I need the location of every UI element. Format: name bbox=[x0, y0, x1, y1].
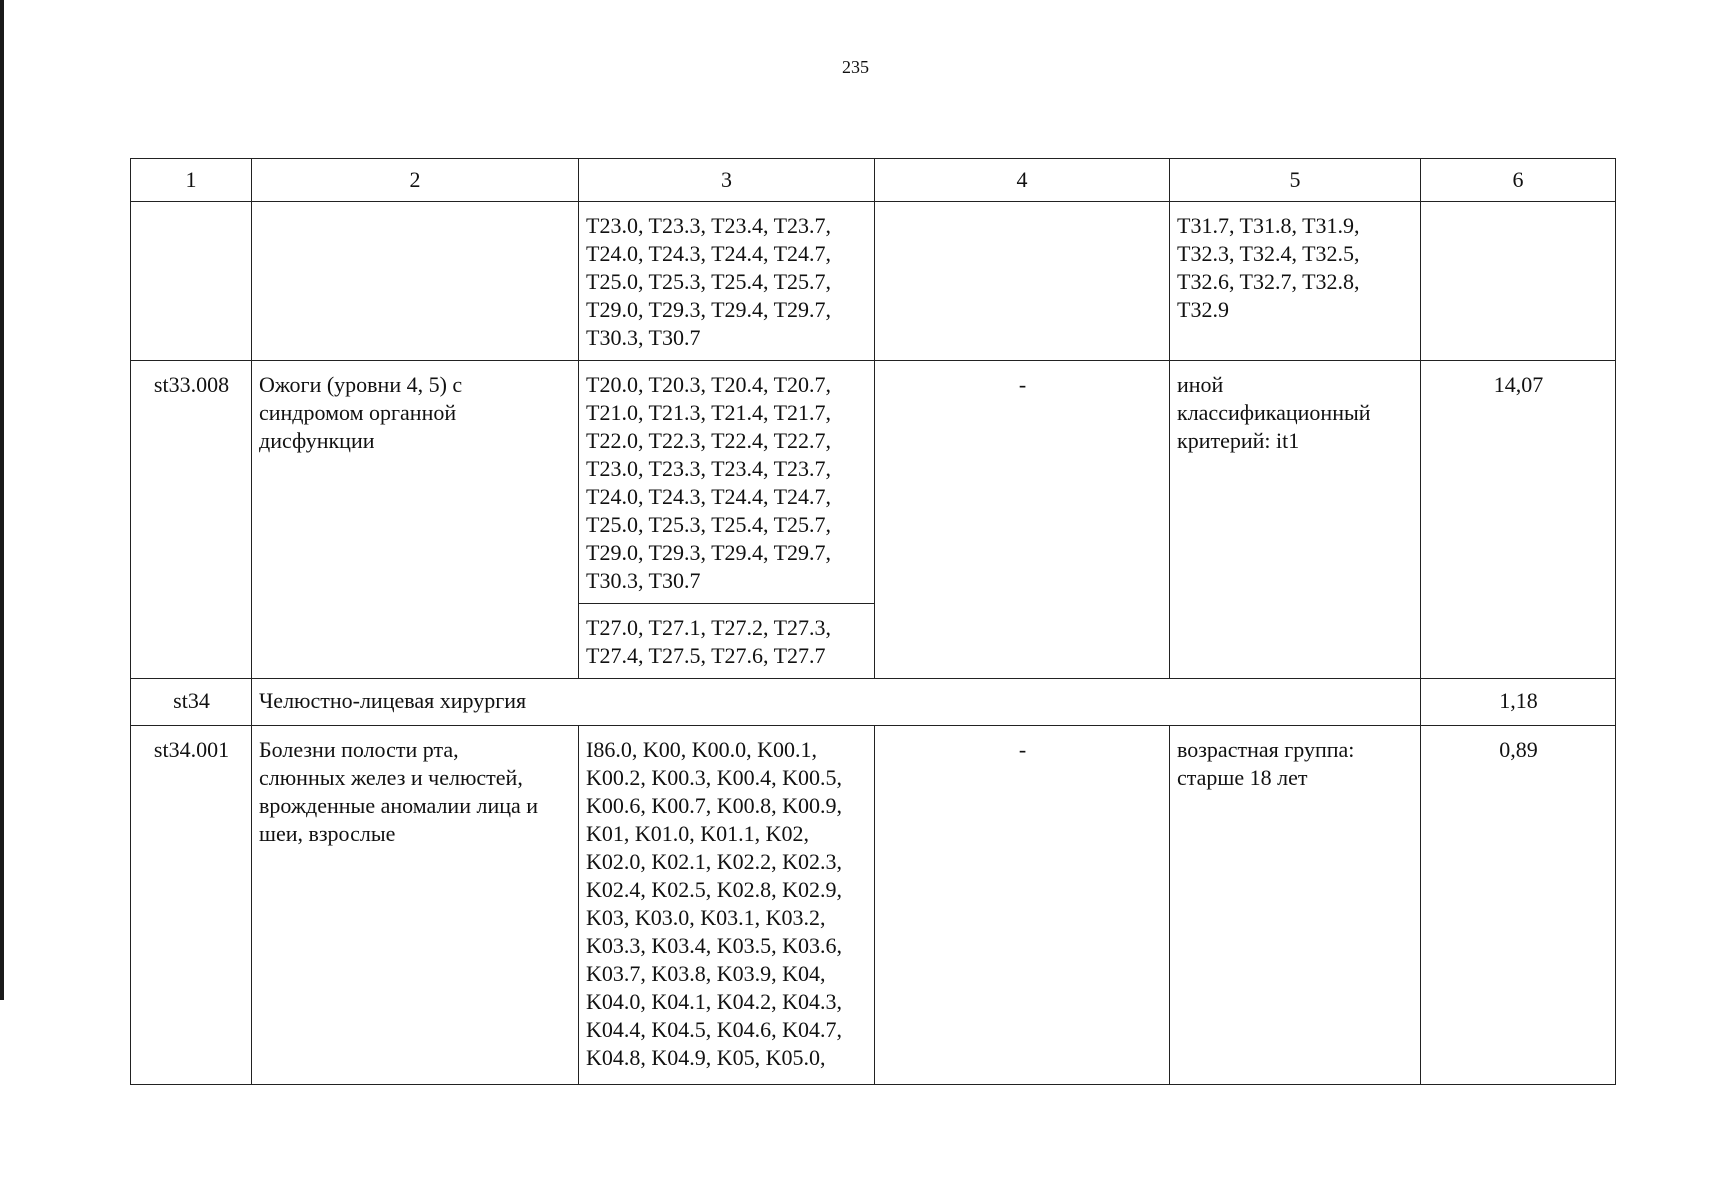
group-name-cell: Челюстно-лицевая хирургия bbox=[252, 679, 1421, 726]
coefficient-cell bbox=[1421, 202, 1616, 361]
table-row-st34 bbox=[131, 679, 1616, 726]
column4-cell bbox=[875, 202, 1170, 361]
criteria-cell: иной классификационный критерий: it1 bbox=[1170, 361, 1421, 679]
code-cell bbox=[131, 202, 252, 361]
column-header: 2 bbox=[252, 159, 579, 202]
name-cell: Ожоги (уровни 4, 5) с синдромом органной дисфункции bbox=[252, 361, 579, 679]
column4-cell: - bbox=[875, 726, 1170, 1085]
diagnosis-codes-cell: T23.0, T23.3, T23.4, T23.7, T24.0, T24.3, T24.4, T24.7, T25.0, T25.3, T25.4, T25.7, T29.0, T29.3, T29.4, T29.7, T30.3, T30.7 bbox=[579, 202, 875, 361]
name-cell bbox=[252, 202, 579, 361]
table-row-continuation bbox=[131, 202, 1616, 361]
table-header-row bbox=[131, 159, 1616, 202]
page-number: 235 bbox=[842, 57, 869, 77]
coefficient-cell: 1,18 bbox=[1421, 679, 1616, 726]
code-cell: st34 bbox=[131, 679, 252, 726]
column-header: 1 bbox=[131, 159, 252, 202]
code-cell: st33.008 bbox=[131, 361, 252, 679]
column-header: 6 bbox=[1421, 159, 1616, 202]
tariff-table bbox=[130, 158, 1616, 1085]
coefficient-cell: 0,89 bbox=[1421, 726, 1616, 1085]
diagnosis-codes-cell: T20.0, T20.3, T20.4, T20.7, T21.0, T21.3, T21.4, T21.7, T22.0, T22.3, T22.4, T22.7, T23.0, T23.3, T23.4, T23.7, T24.0, T24.3, T24.4, T24.7, T25.0, T25.3, T25.4, T25.7, T29.0, T29.3, T29.4, T29.7, T30.3, T30.7 bbox=[579, 361, 875, 604]
scan-edge bbox=[0, 0, 4, 1000]
diagnosis-codes-cell: I86.0, K00, K00.0, K00.1, K00.2, K00.3, K00.4, K00.5, K00.6, K00.7, K00.8, K00.9, K01, K01.0, K01.1, K02, K02.0, K02.1, K02.2, K02.3, K02.4, K02.5, K02.8, K02.9, K03, K03.0, K03.1, K03.2, K03.3, K03.4, K03.5, K03.6, K03.7, K03.8, K03.9, K04, K04.0, K04.1, K04.2, K04.3, K04.4, K04.5, K04.6, K04.7, K04.8, K04.9, K05, K05.0, bbox=[579, 726, 875, 1085]
coefficient-cell: 14,07 bbox=[1421, 361, 1616, 679]
column-header: 3 bbox=[579, 159, 875, 202]
column4-cell: - bbox=[875, 361, 1170, 679]
column-header: 4 bbox=[875, 159, 1170, 202]
table-row-st34-001 bbox=[131, 726, 1616, 1085]
diagnosis-codes-cell: T27.0, T27.1, T27.2, T27.3, T27.4, T27.5, T27.6, T27.7 bbox=[579, 604, 875, 679]
column-header: 5 bbox=[1170, 159, 1421, 202]
name-cell: Болезни полости рта, слюнных желез и челюстей, врожденные аномалии лица и шеи, взрослые bbox=[252, 726, 579, 1085]
criteria-cell: T31.7, T31.8, T31.9, T32.3, T32.4, T32.5, T32.6, T32.7, T32.8, T32.9 bbox=[1170, 202, 1421, 361]
table-row-st33-008 bbox=[131, 361, 1616, 604]
code-cell: st34.001 bbox=[131, 726, 252, 1085]
criteria-cell: возрастная группа: старше 18 лет bbox=[1170, 726, 1421, 1085]
